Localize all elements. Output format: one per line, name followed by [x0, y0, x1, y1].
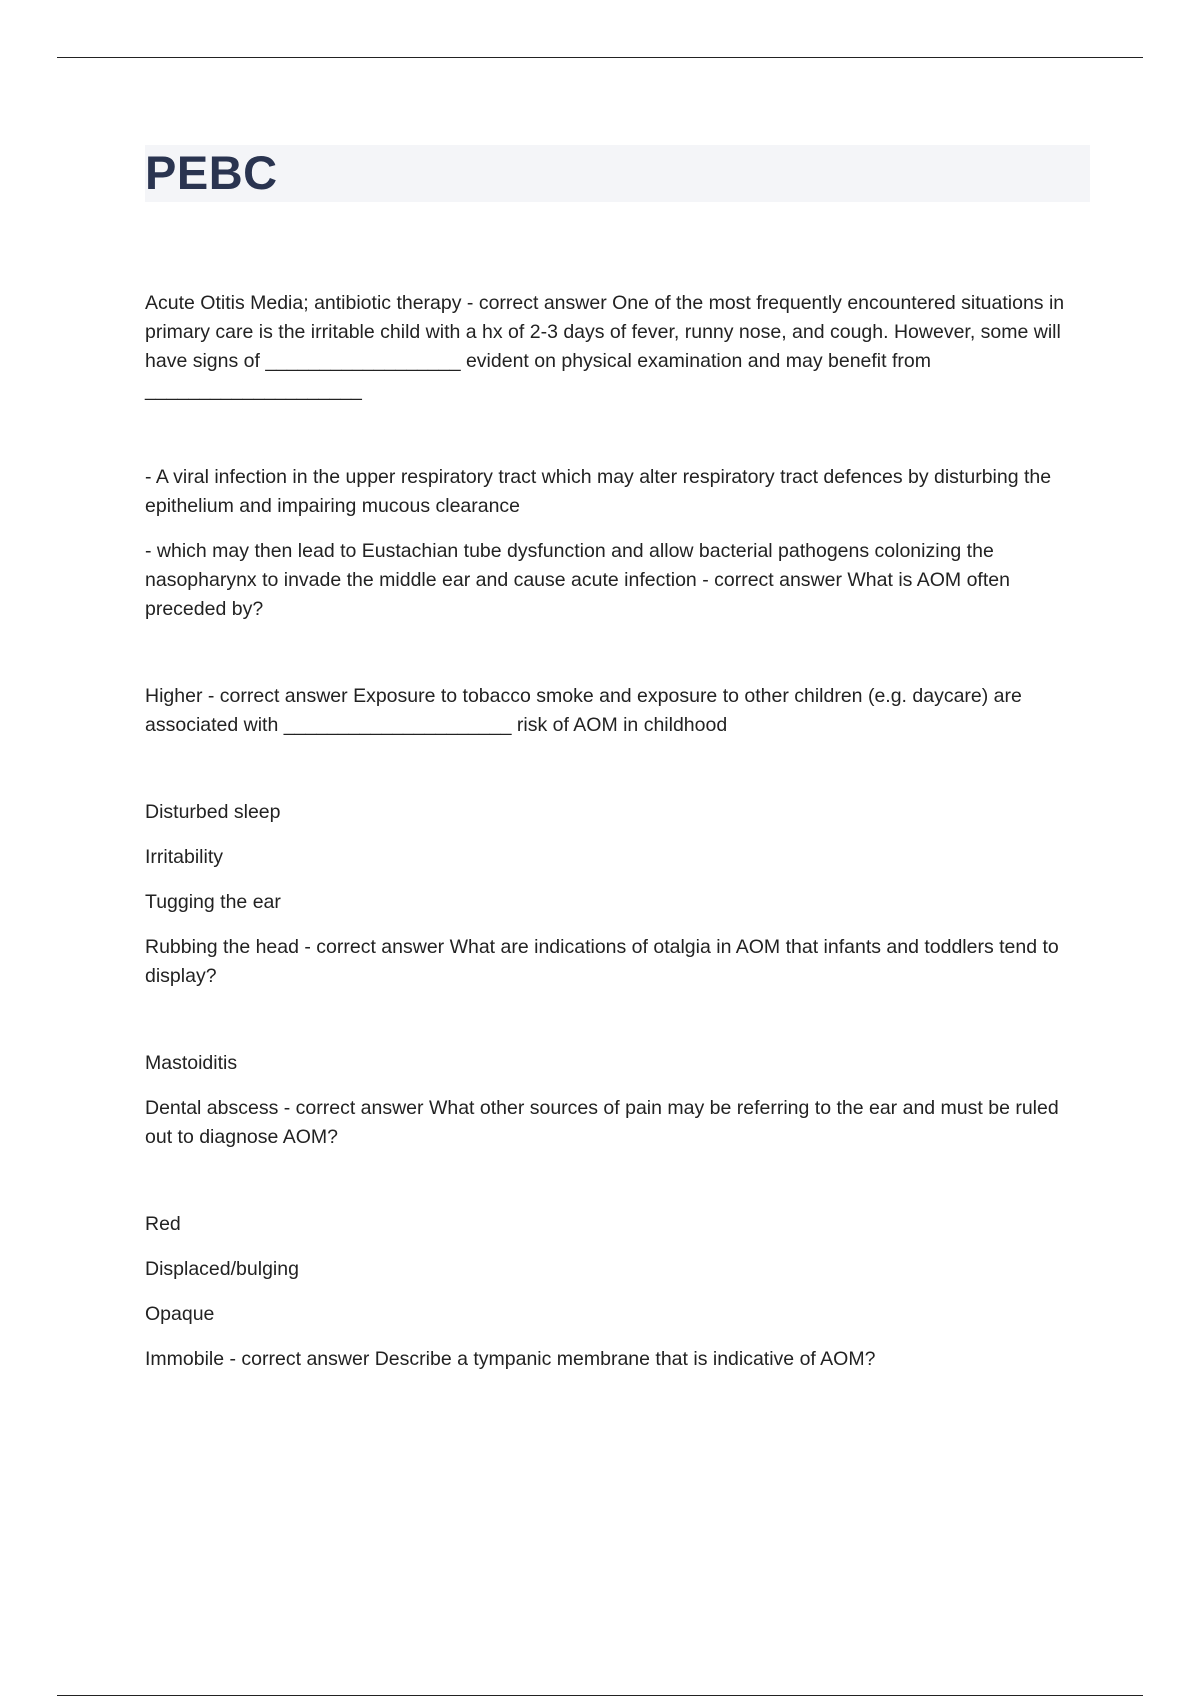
document-body: [145, 289, 1090, 1390]
paragraph-text: evident on physical examination and may benefit from: [460, 350, 931, 372]
top-rule: [57, 57, 1143, 58]
entry-paragraph: Mastoiditis: [145, 1052, 238, 1074]
qa-entry: [145, 1049, 1090, 1152]
entry-paragraph: [145, 682, 1090, 740]
entry-paragraph: Irritability: [145, 846, 224, 868]
qa-entry: [145, 682, 1090, 740]
entry-paragraph: Displaced/bulging: [145, 1258, 299, 1280]
fill-in-blank: _____________________: [283, 714, 512, 736]
entry-paragraph: - A viral infection in the upper respiratory tract which may alter respiratory tract defences by disturbing the epithelium and impairing mucous clearance: [145, 466, 1052, 517]
paragraph-text: Acute Otitis Media; antibiotic therapy - correct answer One of the most frequently encountered situations in primary care is the irritable child with a hx of 2-3 days of fever, runny nose, and cough. However, some will have signs of: [145, 292, 1065, 372]
entry-paragraph: [145, 289, 1090, 405]
entry-paragraph: Red: [145, 1213, 181, 1235]
page-title: PEBC: [145, 146, 278, 199]
entry-paragraph: - which may then lead to Eustachian tube dysfunction and allow bacterial pathogens colonizing the nasopharynx to invade the middle ear and cause acute infection - correct answer What is AOM often preceded by?: [145, 540, 1010, 620]
bottom-rule: [57, 1695, 1143, 1696]
qa-entry: [145, 1210, 1090, 1374]
entry-paragraph: Opaque: [145, 1303, 215, 1325]
paragraph-text: Higher - correct answer Exposure to tobacco smoke and exposure to other children (e.g. daycare) are associated with: [145, 685, 1022, 736]
paragraph-text: risk of AOM in childhood: [511, 714, 728, 736]
entry-paragraph: Tugging the ear: [145, 891, 281, 913]
entry-paragraph: Dental abscess - correct answer What other sources of pain may be referring to the ear and must be ruled out to diagnose AOM?: [145, 1097, 1059, 1148]
qa-entry: [145, 798, 1090, 991]
title-band: [145, 145, 1090, 202]
entry-paragraph: Immobile - correct answer Describe a tympanic membrane that is indicative of AOM?: [145, 1348, 876, 1370]
entry-paragraph: Rubbing the head - correct answer What are indications of otalgia in AOM that infants and toddlers tend to display?: [145, 936, 1059, 987]
fill-in-blank: __________________: [265, 350, 461, 372]
qa-entry: [145, 463, 1090, 624]
qa-entry: [145, 289, 1090, 405]
fill-in-blank: ____________________: [145, 379, 362, 401]
entry-paragraph: Disturbed sleep: [145, 801, 281, 823]
